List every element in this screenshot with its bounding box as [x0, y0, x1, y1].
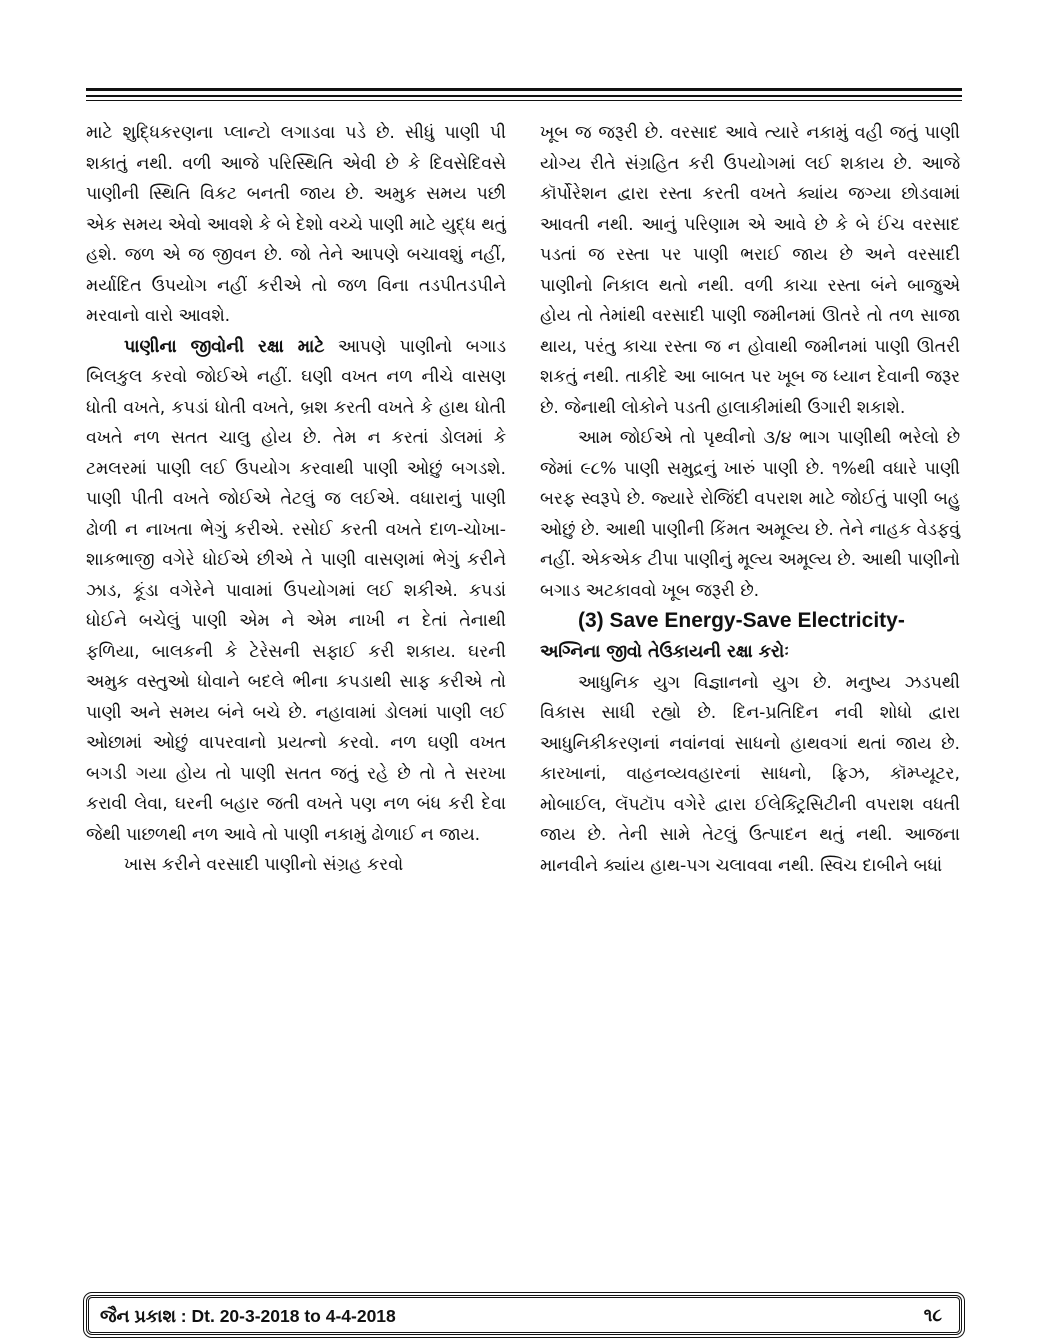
top-rule [86, 100, 962, 101]
section-subheading: અગ્નિના જીવો તેઉકાયની રક્ષા કરોઃ [540, 641, 790, 662]
paragraph: માટે શુદ્ધિકરણના પ્લાન્ટો લગાડવા પડે છે. સીધું પાણી પી શકાતું નથી. વળી આજે પરિસ્થિતિ એવી છે કે દિવસેદિવસે પાણીની સ્થિતિ વિકટ બનતી જાય છે. અમુક સમય પછી એક સમય એવો આવશે કે બે દેશો વચ્ચે પાણી માટે યુદ્ધ થતું હશે. જળ એ જ જીવન છે. જો તેને આપણે બચાવશું નહીં, મર્યાદિત ઉપયોગ નહીં કરીએ તો જળ વિના તડપીતડપીને મરવાનો વારો આવશે. [86, 123, 506, 326]
paragraph: આમ જોઈએ તો પૃથ્વીનો ૩/૪ ભાગ પાણીથી ભરેલો છે જેમાં ૯૮% પાણી સમુદ્રનું ખારું પાણી છે. ૧%થી વધારે પાણી બરફ સ્વરૂપે છે. જ્યારે રોજિંદી વપરાશ માટે જોઈતું પાણી બહુ ઓછું છે. આથી પાણીની કિંમત અમૂલ્ય છે. તેને નાહક વેડફવું નહીં. એકએક ટીપા પાણીનું મૂલ્ય અમૂલ્ય છે. આથી પાણીનો બગાડ અટકાવવો ખૂબ જરૂરી છે. [540, 428, 960, 601]
top-rule [86, 88, 962, 91]
bold-lead: પાણીના જીવોની રક્ષા માટે [124, 336, 325, 357]
left-column [86, 118, 506, 881]
paragraph: આધુનિક યુગ વિજ્ઞાનનો યુગ છે. મનુષ્ય ઝડપથી વિકાસ સાધી રહ્યો છે. દિન-પ્રતિદિન નવી શોધો દ્વારા આધુનિકીકરણનાં નવાંનવાં સાધનો હાથવગાં થતાં જાય છે. કારખાનાં, વાહનવ્યવહારનાં સાધનો, ફ્રિઝ, કૉમ્પ્યૂટર, મોબાઈલ, લૅપટૉપ વગેરે દ્વારા ઈલેક્ટ્રિસિટીની વપરાશ વધતી જાય છે. તેની સામે તેટલું ઉત્પાદન થતું નથી. આજના માનવીને ક્યાંય હાથ-પગ ચલાવવા નથી. સ્વિચ દાબીને બધાં [540, 672, 960, 876]
footer-title: જૈન પ્રકાશ : Dt. 20-3-2018 to 4-4-2018 [100, 1306, 396, 1326]
page-number: ૧૮ [923, 1306, 942, 1326]
right-column [540, 118, 960, 881]
paragraph: ખૂબ જ જરૂરી છે. વરસાદ આવે ત્યારે નકામું વહી જતું પાણી યોગ્ય રીતે સંગ્રહિત કરી ઉપયોગમાં લઈ શકાય છે. આજે કૉર્પોરેશન દ્વારા રસ્તા કરતી વખતે ક્યાંય જગ્યા છોડવામાં આવતી નથી. આનું પરિણામ એ આવે છે કે બે ઈંચ વરસાદ પડતાં જ રસ્તા પર પાણી ભરાઈ જાય છે અને વરસાદી પાણીનો નિકાલ થતો નથી. વળી કાચા રસ્તા બંને બાજુએ હોય તો તેમાંથી વરસાદી પાણી જમીનમાં ઊતરે તો તળ સાજા થાય, પરંતુ કાચા રસ્તા જ ન હોવાથી જમીનમાં પાણી ઊતરી શકતું નથી. તાકીદે આ બાબત પર ખૂબ જ ધ્યાન દેવાની જરૂર છે. જેનાથી લોકોને પડતી હાલાકીમાંથી ઉગારી શકાશે. [540, 123, 960, 418]
paragraph: ખાસ કરીને વરસાદી પાણીનો સંગ્રહ કરવો [124, 855, 404, 875]
top-rule [86, 95, 962, 97]
section-heading: (3) Save Energy-Save Electricity- [578, 609, 905, 632]
paragraph [86, 332, 506, 851]
paragraph-body: આપણે પાણીનો બગાડ બિલકુલ કરવો જોઈએ નહીં. ઘણી વખત નળ નીચે વાસણ ધોતી વખતે, કપડાં ધોતી વખતે, બ્રશ કરતી વખતે કે હાથ ધોતી વખતે નળ સતત ચાલુ હોય છે. તેમ ન કરતાં ડોલમાં કે ટમલરમાં પાણી લઈ ઉપયોગ કરવાથી પાણી ઓછું બગડશે. પાણી પીતી વખતે જોઈએ તેટલું જ લઈએ. વધારાનું પાણી ઢોળી ન નાખતા ભેગું કરીએ. રસોઈ કરતી વખતે દાળ-ચોખા-શાકભાજી વગેરે ધોઈએ છીએ તે પાણી વાસણમાં ભેગું કરીને ઝાડ, કૂંડા વગેરેને પાવામાં ઉપયોગમાં લઈ શકીએ. કપડાં ધોઈને બચેલું પાણી એમ ને એમ નાખી ન દેતાં તેનાથી ફળિયા, બાલકની કે ટેરેસની સફાઈ કરી શકાય. ઘરની અમુક વસ્તુઓ ધોવાને બદલે ભીના કપડાથી સાફ કરીએ તો પાણી અને સમય બંને બચે છે. નહાવામાં ડોલમાં પાણી લઈ ઓછામાં ઓછું વાપરવાનો પ્રયત્નો કરવો. નળ ઘણી વખત બગડી ગયા હોય તો પાણી સતત જતું રહે છે તો તે સરખા કરાવી લેવા, ઘરની બહાર જતી વખતે પણ નળ બંધ કરી દેવા જેથી પાછળથી નળ આવે તો પાણી નકામું ઢોળાઈ ન જાય. [86, 336, 506, 845]
